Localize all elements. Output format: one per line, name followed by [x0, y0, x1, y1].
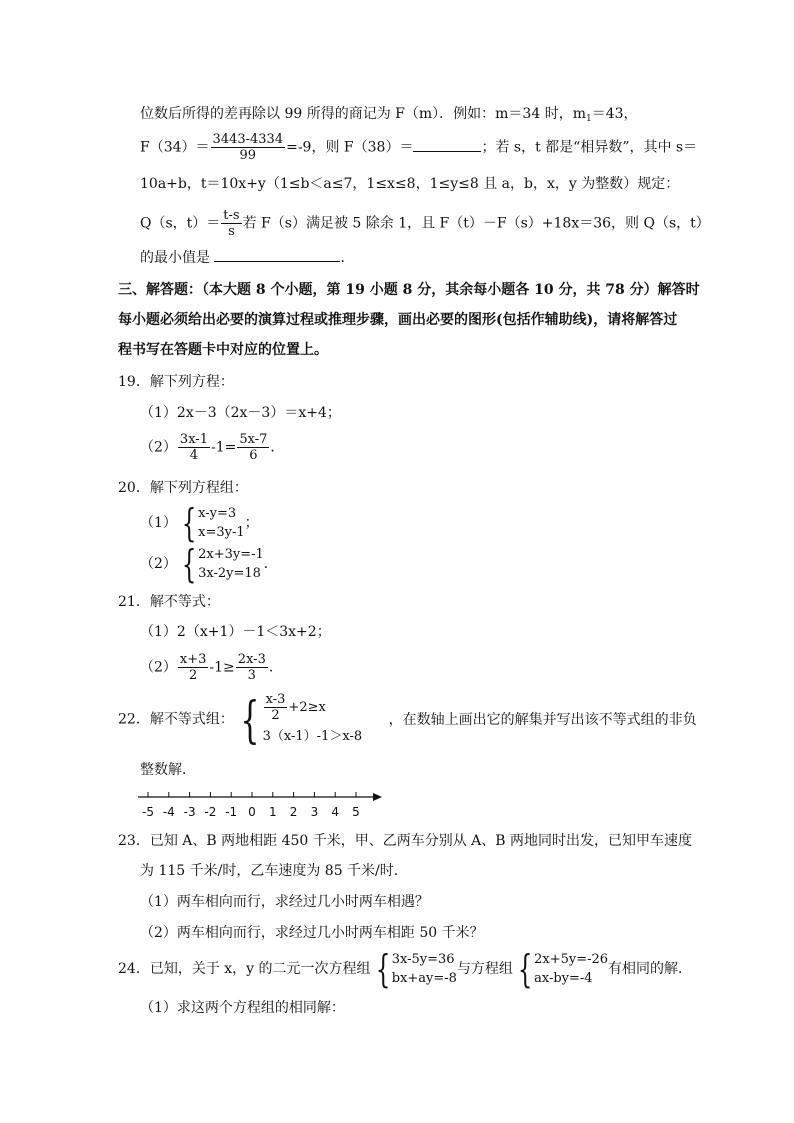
fraction-numerator: x-3 [265, 692, 286, 707]
equation-system-2 [513, 947, 609, 991]
part-label: （2） [140, 556, 177, 572]
fraction-numerator: t-s [223, 208, 240, 223]
number-line [130, 786, 390, 822]
fraction-numerator: 3x-1 [179, 432, 208, 447]
left-brace: { [375, 947, 390, 991]
q18-text: Q（s，t）＝ [140, 215, 221, 232]
equation-row: 2x+5y=-26 [534, 952, 609, 967]
section-3-header-line-1: 三、解答题：（本大题 8 个小题，第 19 小题 8 分，其余每小题各 10 分，共 78 分）解答时 [118, 282, 700, 298]
fraction-numerator: 3443-4334 [212, 132, 284, 147]
fraction-denominator: 4 [189, 448, 199, 463]
q18-fraction [211, 132, 286, 163]
equation-system-1 [371, 947, 457, 991]
q22-line-2: 整数解． [140, 762, 196, 778]
q18-fraction [221, 208, 241, 239]
left-brace: { [181, 542, 197, 586]
q18-text: ；若 s，t 都是“相异数”，其中 s＝ [481, 139, 698, 156]
part-label: （2） [140, 439, 177, 456]
q18-text: ． [340, 250, 355, 266]
section-3-header-line-2: 每小题必须给出必要的演算过程或推理步骤，画出必要的图形(包括作辅助线)，请将解答过 [118, 312, 678, 328]
tick-label: 3 [310, 805, 319, 819]
q18-subscript: 1 [585, 114, 592, 124]
equation-row: x-y=3 [198, 506, 237, 521]
arrow-head-icon [373, 793, 382, 801]
section-3-header-line-3: 程书写在答题卡中对应的位置上。 [118, 342, 328, 358]
fraction-numerator: x+3 [179, 652, 207, 667]
fraction-denominator: s [228, 224, 235, 239]
equation-row: bx+ay=-8 [391, 971, 457, 986]
q18-line-3 [140, 174, 679, 194]
tick-label: 5 [352, 805, 360, 819]
q24-text: 24．已知，关于 x，y 的二元一次方程组 [118, 961, 371, 977]
fraction-denominator: 99 [239, 148, 257, 163]
q23-part-1: （1）两车相向而行，求经过几小时两车相遇？ [140, 894, 429, 910]
q18-text: F（34）＝ [140, 139, 210, 156]
q21-fraction-2 [236, 652, 268, 683]
tick-label: 1 [268, 805, 277, 819]
q20-text: ． [263, 556, 278, 572]
equation-row: ax-by=-4 [534, 971, 593, 986]
q23-line-1: 23．已知 A、B 两地相距 450 千米，甲、乙两车分别从 A、B 两地同时出发，已知甲车速度 [118, 833, 693, 849]
tick-label: -1 [225, 805, 238, 819]
q18-text: ＝43， [591, 106, 638, 122]
q19-text: ． [270, 439, 285, 456]
equation-row: x=3y-1 [198, 525, 245, 540]
inequality-row-2: 3（x-1）-1＞x-8 [262, 729, 363, 744]
q18-text: 10a+b，t＝10x+y（1≤b＜a≤7，1≤x≤8，1≤y≤8 且 a，b，x，y 为整数）规定： [140, 176, 680, 192]
fraction-numerator: 2x-3 [237, 652, 266, 667]
q19-part-1: （1）2x－3（2x－3）＝x+4； [140, 405, 341, 421]
tick-label: 2 [289, 805, 298, 819]
fraction-denominator: 6 [249, 448, 258, 463]
q21-part-1: （1）2（x+1）－1＜3x+2； [140, 624, 331, 640]
q24-text: 与方程组 [456, 961, 513, 977]
q19-text: -1= [210, 439, 237, 456]
q18-line-1 [140, 104, 638, 129]
equation-row: 3x-5y=36 [391, 952, 455, 967]
q19-title: 19．解下列方程： [118, 374, 234, 390]
fraction-denominator: 2 [189, 668, 198, 683]
q18-text: =-9，则 F（38）＝ [286, 139, 414, 156]
q21-text: ． [268, 659, 283, 676]
left-brace: { [240, 690, 260, 749]
q20-title: 20．解下列方程组： [118, 480, 248, 496]
q22-label: 22．解不等式组： [118, 711, 234, 728]
q18-text: 若 F（s）满足被 5 除余 1，且 F（t）－F（s）+18x＝36，则 Q（s，t） [242, 215, 710, 232]
tick-label: -3 [183, 805, 196, 819]
tick-label: 0 [248, 805, 256, 819]
q19-fraction-1 [178, 432, 210, 463]
left-brace: { [181, 501, 197, 545]
q22-line-1 [118, 692, 697, 747]
answer-blank [413, 151, 481, 152]
equation-system [177, 542, 264, 586]
q21-text: -1≥ [209, 659, 235, 676]
q21-title: 21．解不等式： [118, 594, 220, 610]
equation-system [177, 501, 245, 545]
q20-part-2 [140, 542, 278, 586]
fraction-denominator: 3 [247, 668, 256, 683]
q18-line-4 [140, 208, 710, 239]
q22-fraction [264, 692, 288, 723]
q23-part-2: （2）两车相向而行，求经过几小时两车相距 50 千米？ [140, 925, 484, 941]
q19-fraction-2 [237, 432, 269, 463]
tick-label: 4 [331, 805, 340, 819]
q20-text: ； [244, 515, 259, 531]
q21-part-2 [140, 652, 283, 683]
q20-part-1 [140, 501, 259, 545]
q22-text: +2≥x [288, 700, 326, 715]
q18-line-5 [140, 248, 354, 268]
equation-row: 2x+3y=-1 [198, 547, 264, 562]
q18-text: F（m）．例如：m＝34 时，m [395, 106, 586, 122]
q24-text: 有相同的解． [608, 961, 693, 977]
fraction-numerator: 5x-7 [239, 432, 268, 447]
q18-line-2 [140, 132, 697, 163]
equation-row: 3x-2y=18 [198, 566, 261, 581]
inequality-row-1 [263, 692, 381, 723]
q24-part-1: （1）求这两个方程组的相同解： [140, 1000, 345, 1016]
q19-part-2 [140, 432, 284, 463]
q18-text: 的最小值是 [140, 250, 210, 266]
tick-label: -2 [204, 805, 217, 819]
fraction-denominator: 2 [271, 708, 280, 723]
answer-blank [214, 261, 340, 262]
tick-label: -5 [142, 805, 154, 819]
inequality-system [234, 692, 381, 747]
part-label: （2） [140, 659, 177, 676]
q21-fraction-1 [178, 652, 209, 683]
q22-text: ，在数轴上画出它的解集并写出该不等式组的非负 [388, 711, 697, 728]
q24-line-1 [118, 947, 693, 991]
part-label: （1） [140, 515, 177, 531]
left-brace: { [517, 947, 533, 991]
q23-line-2: 为 115 千米/时，乙车速度为 85 千米/时． [140, 863, 408, 879]
q18-text: 位数后所得的差再除以 99 所得的商记为 [140, 106, 391, 122]
tick-label: -4 [162, 805, 175, 819]
